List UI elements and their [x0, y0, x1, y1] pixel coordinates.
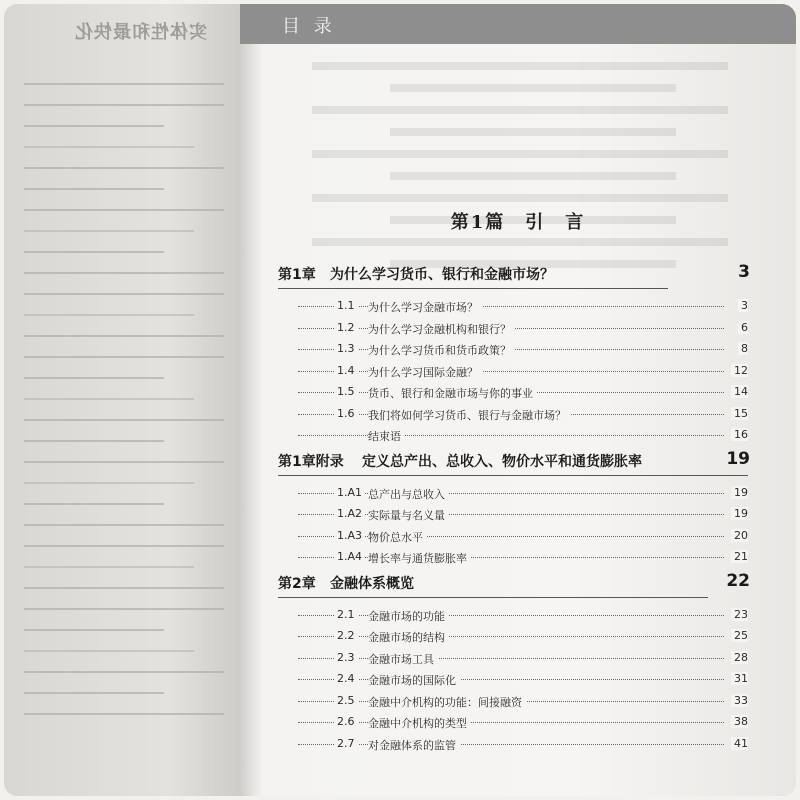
section-title: 为什么学习货币和货币政策？ — [368, 342, 515, 358]
toc-entry[interactable] — [278, 318, 748, 340]
right-page — [240, 4, 796, 796]
section-title: 我们将如何学习货币、银行与金融市场？ — [368, 407, 570, 423]
section-title: 为什么学习金融机构和银行？ — [368, 321, 515, 337]
section-page-number: 31 — [731, 672, 748, 685]
chapter-page-number: 19 — [726, 448, 750, 469]
section-title: 结束语 — [368, 428, 405, 444]
section-page-number: 19 — [731, 486, 748, 499]
chapter-underline — [278, 288, 668, 289]
section-title: 对金融体系的监管 — [368, 737, 460, 753]
section-list — [278, 477, 748, 569]
section-page-number: 19 — [731, 507, 748, 520]
toc-entry[interactable] — [278, 712, 748, 734]
section-title: 金融市场的功能 — [368, 608, 449, 624]
dot-leader — [298, 306, 724, 307]
section-title: 增长率与通货膨胀率 — [368, 550, 471, 566]
section-title: 货币、银行和金融市场与你的事业 — [368, 385, 537, 401]
toc-entry[interactable] — [278, 483, 748, 505]
section-page-number: 8 — [738, 342, 748, 355]
section-title: 实际量与名义量 — [368, 507, 449, 523]
section-title: 金融中介机构的功能：间接融资 — [368, 694, 526, 710]
toc-entry[interactable] — [278, 526, 748, 548]
section-page-number: 21 — [731, 550, 748, 563]
dot-leader — [298, 636, 724, 637]
toc-entry[interactable] — [278, 691, 748, 713]
chapter-label: 第2章 — [278, 575, 316, 592]
section-page-number: 33 — [731, 694, 748, 707]
book-photo — [4, 4, 796, 796]
section-page-number: 28 — [731, 651, 748, 664]
section-number: 1.1 — [334, 299, 358, 312]
section-number: 1.6 — [334, 407, 358, 420]
left-page-text-lines — [24, 64, 224, 734]
section-number: 2.1 — [334, 608, 358, 621]
toc-entry[interactable] — [278, 425, 748, 447]
table-of-contents — [278, 260, 748, 755]
section-title: 金融中介机构的类型 — [368, 715, 471, 731]
section-page-number: 15 — [731, 407, 748, 420]
chapter-label: 第1章 — [278, 267, 316, 283]
section-page-number: 25 — [731, 629, 748, 642]
section-number: 1.2 — [334, 321, 358, 334]
section-page-number: 38 — [731, 715, 748, 728]
toc-entry[interactable] — [278, 339, 748, 361]
section-number: 1.A2 — [334, 507, 365, 520]
toc-entry[interactable] — [278, 504, 748, 526]
part-title: 第1篇 引 言 — [450, 212, 586, 233]
section-number: 2.5 — [334, 694, 358, 707]
dot-leader — [298, 744, 724, 745]
chapter-title: 金融体系概览 — [330, 575, 414, 592]
section-title: 金融市场工具 — [368, 651, 438, 667]
toc-entry[interactable] — [278, 547, 748, 569]
section-title: 为什么学习国际金融？ — [368, 364, 482, 380]
section-page-number: 16 — [731, 428, 748, 441]
dot-leader — [298, 615, 724, 616]
toc-entry[interactable] — [278, 648, 748, 670]
section-number: 1.3 — [334, 342, 358, 355]
dot-leader — [298, 371, 724, 372]
section-title: 为什么学习金融市场？ — [368, 299, 482, 315]
chapter-title: 定义总产出、总收入、物价水平和通货膨胀率 — [362, 453, 642, 470]
header-bar — [240, 4, 796, 44]
dot-leader — [298, 658, 724, 659]
section-title: 金融市场的国际化 — [368, 672, 460, 688]
toc-entry[interactable] — [278, 626, 748, 648]
chapter-heading[interactable] — [278, 569, 748, 599]
toc-entry[interactable] — [278, 404, 748, 426]
section-number: 1.A1 — [334, 486, 365, 499]
section-page-number: 14 — [731, 385, 748, 398]
section-title: 金融市场的结构 — [368, 629, 449, 645]
chapter-heading[interactable] — [278, 447, 748, 477]
toc-entry[interactable] — [278, 605, 748, 627]
section-number: 2.3 — [334, 651, 358, 664]
section-number: 1.A3 — [334, 529, 365, 542]
dot-leader — [298, 435, 724, 436]
section-page-number: 3 — [738, 299, 748, 312]
chapter-underline — [278, 475, 748, 476]
chapter-underline — [278, 597, 708, 598]
chapter-heading[interactable] — [278, 260, 748, 290]
toc-entry[interactable] — [278, 296, 748, 318]
section-page-number: 20 — [731, 529, 748, 542]
section-list — [278, 599, 748, 756]
chapter-title: 为什么学习货币、银行和金融市场？ — [330, 267, 554, 283]
toc-entry[interactable] — [278, 361, 748, 383]
section-title: 物价总水平 — [368, 529, 427, 545]
chapter-page-number: 22 — [726, 570, 750, 591]
page-header-title: 目 录 — [282, 16, 336, 37]
section-number: 1.5 — [334, 385, 358, 398]
section-number: 1.A4 — [334, 550, 365, 563]
section-number: 1.4 — [334, 364, 358, 377]
section-number: 2.7 — [334, 737, 358, 750]
toc-entry[interactable] — [278, 734, 748, 756]
section-number: 2.2 — [334, 629, 358, 642]
section-page-number: 23 — [731, 608, 748, 621]
section-title: 总产出与总收入 — [368, 486, 449, 502]
chapter-page-number: 3 — [738, 262, 750, 282]
dot-leader — [298, 722, 724, 723]
toc-entry[interactable] — [278, 382, 748, 404]
section-page-number: 41 — [731, 737, 748, 750]
chapter-label: 第1章附录 — [278, 453, 344, 470]
section-number: 2.4 — [334, 672, 358, 685]
toc-entry[interactable] — [278, 669, 748, 691]
left-page-running-title: 实体性和最快化 — [74, 22, 207, 43]
section-number: 2.6 — [334, 715, 358, 728]
dot-leader — [298, 679, 724, 680]
section-list — [278, 290, 748, 447]
section-page-number: 12 — [731, 364, 748, 377]
section-page-number: 6 — [738, 321, 748, 334]
left-page — [4, 4, 240, 796]
